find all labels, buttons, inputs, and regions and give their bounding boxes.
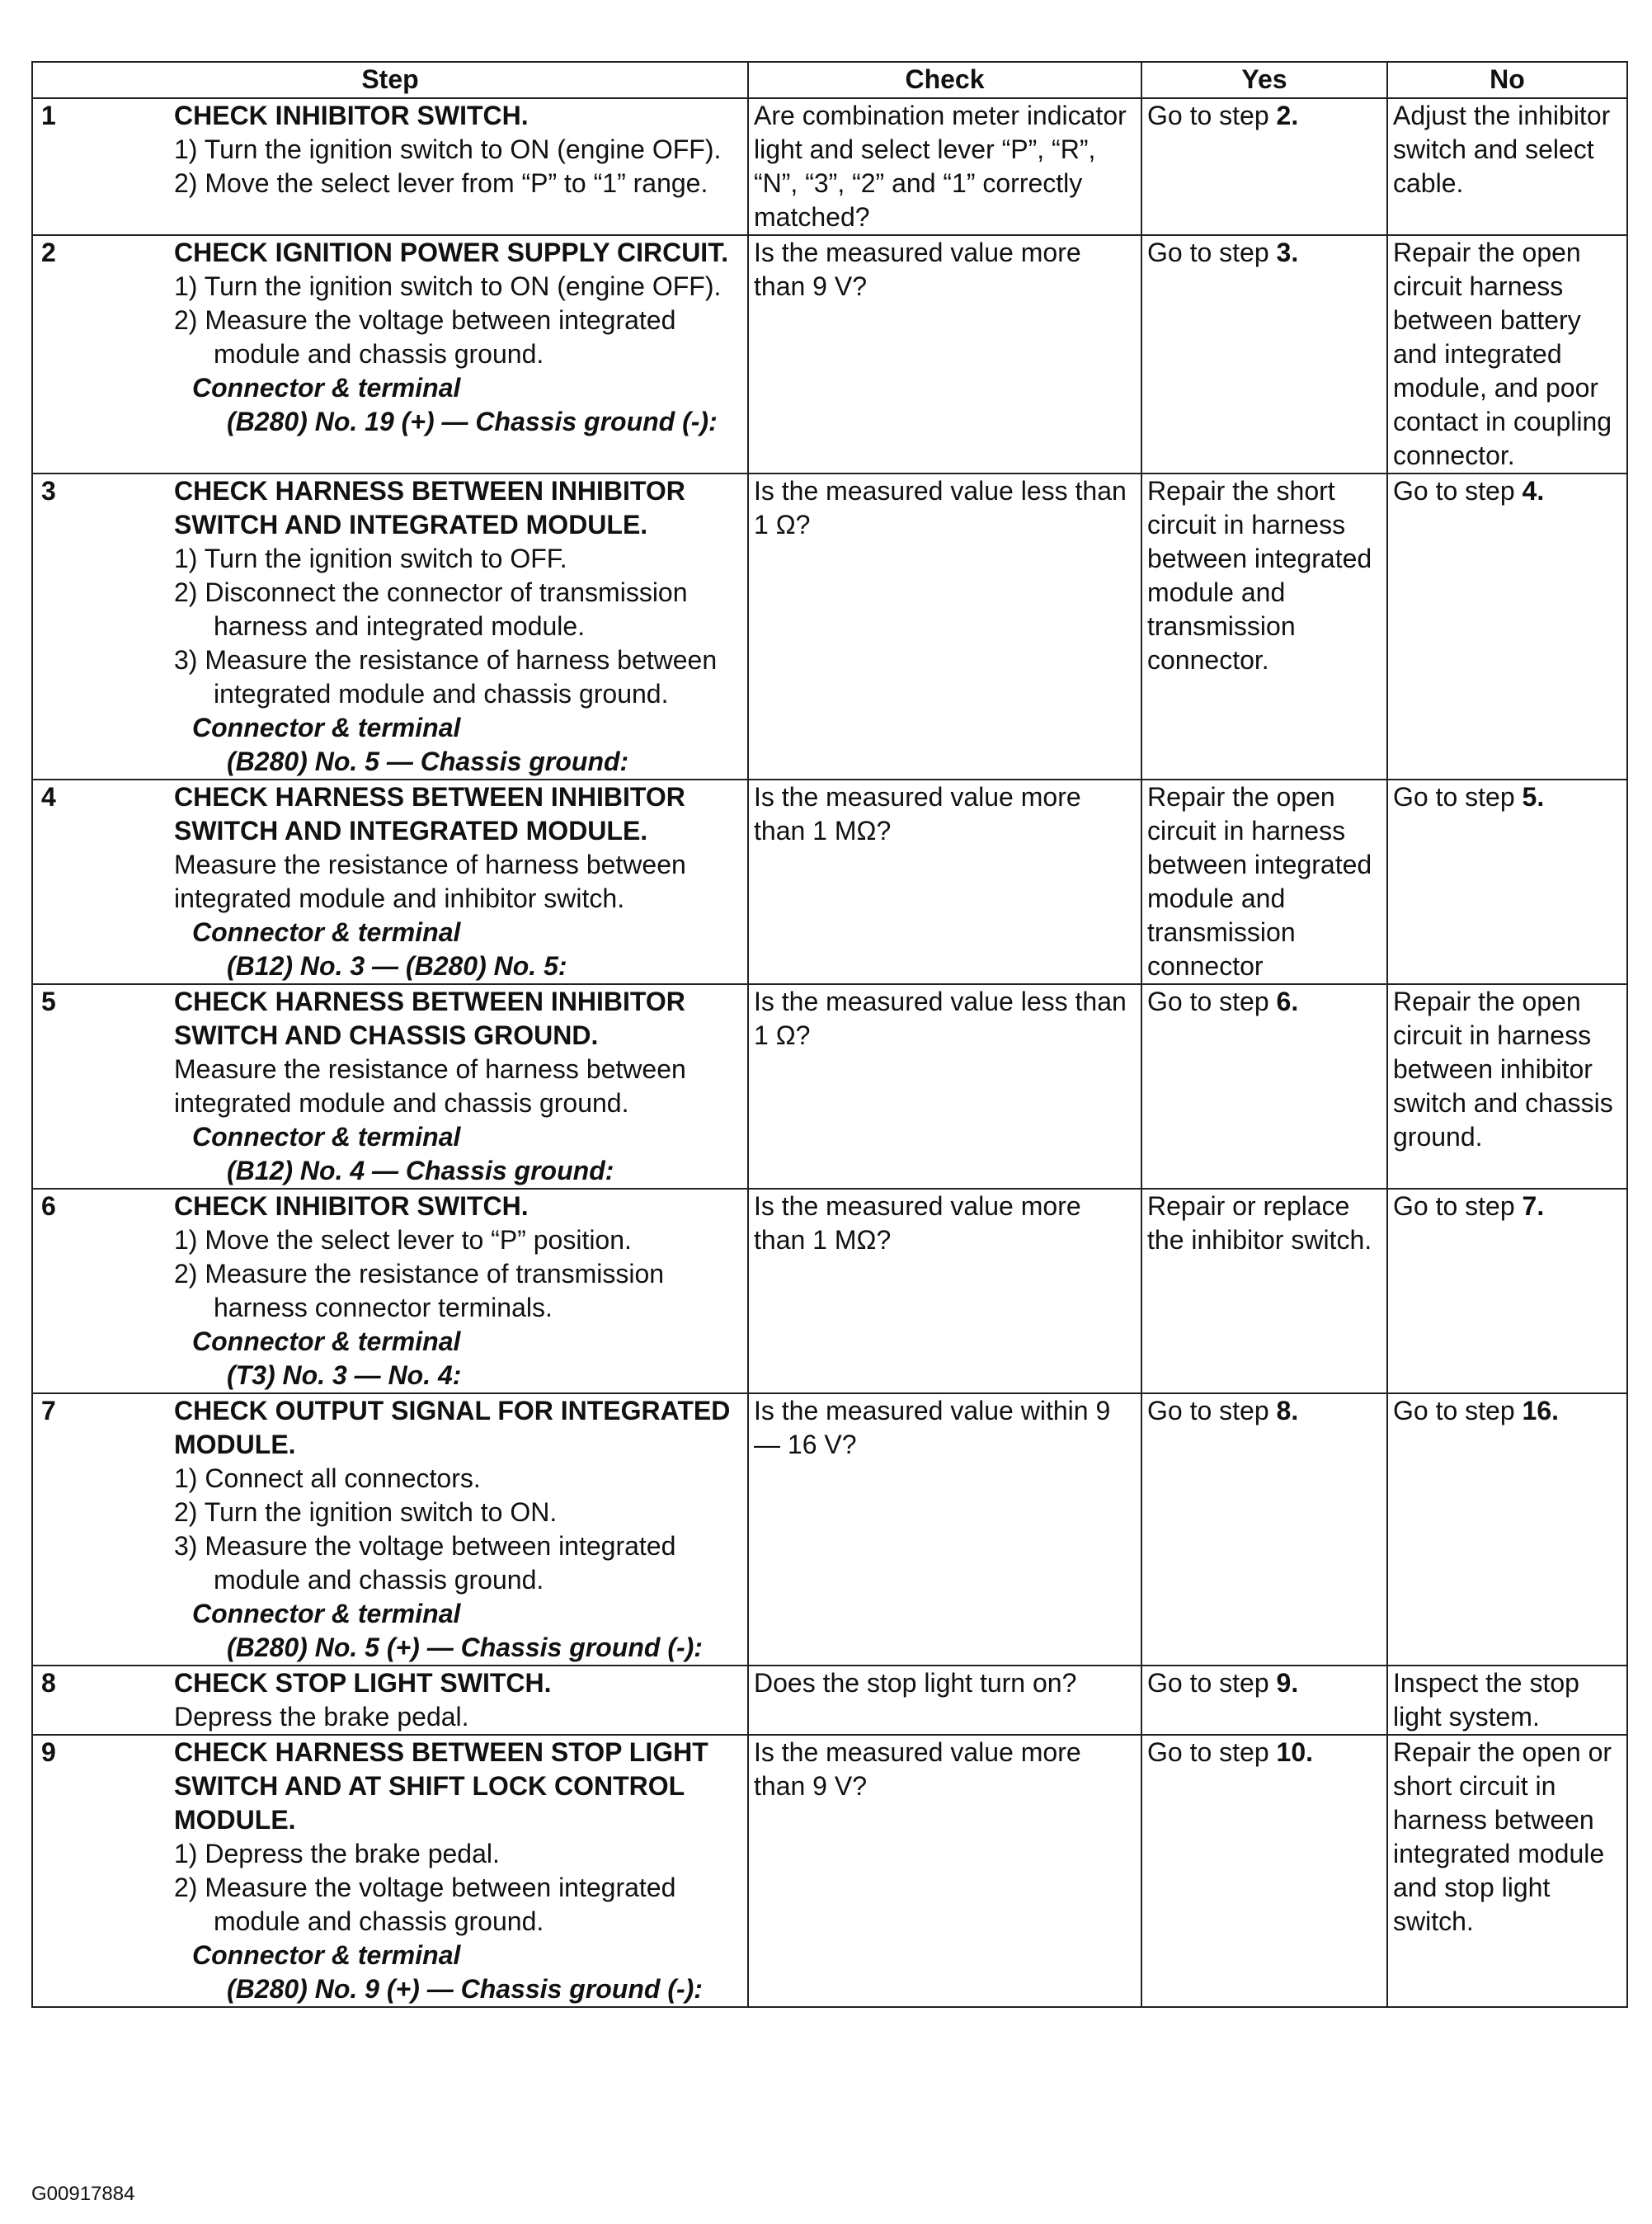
step-item-text: Turn the ignition switch to OFF. [204, 544, 567, 573]
step-title: CHECK OUTPUT SIGNAL FOR INTEGRATED MODULE. [174, 1396, 731, 1459]
step-item [174, 167, 742, 200]
yes-text: Repair or replace the inhibitor switch. [1147, 1191, 1372, 1255]
step-title: CHECK HARNESS BETWEEN INHIBITOR SWITCH AND INTEGRATED MODULE. [174, 476, 685, 540]
step-item [174, 1496, 742, 1529]
yes-step-ref: 9. [1276, 1668, 1299, 1698]
table-row [32, 474, 1627, 780]
step-item-number: 1) [174, 271, 198, 301]
yes-cell [1141, 984, 1387, 1189]
step-item-number: 2) [174, 1259, 198, 1289]
no-cell [1387, 1189, 1627, 1393]
check-cell: Are combination meter indicator light and select lever “P”, “R”, “N”, “3”, “2” and “1” correctly matched? [748, 98, 1141, 235]
step-title: CHECK INHIBITOR SWITCH. [174, 1191, 529, 1221]
step-item [174, 1257, 742, 1325]
check-cell: Is the measured value less than 1 Ω? [748, 474, 1141, 780]
step-item-text: Measure the voltage between integrated module and chassis ground. [205, 305, 676, 369]
table-row [32, 780, 1627, 984]
no-text: Repair the open or short circuit in harness between integrated module and stop light switch. [1393, 1737, 1612, 1936]
step-cell [32, 235, 748, 474]
step-title: CHECK HARNESS BETWEEN INHIBITOR SWITCH AND INTEGRATED MODULE. [174, 782, 685, 846]
check-cell: Does the stop light turn on? [748, 1666, 1141, 1735]
connector-label: Connector & terminal [192, 1326, 461, 1356]
yes-cell [1141, 1393, 1387, 1666]
figure-id: G00917884 [31, 2183, 135, 2205]
step-number: 6 [41, 1191, 56, 1221]
step-item-number: 3) [174, 1531, 198, 1561]
step-item-text: Measure the voltage between integrated module and chassis ground. [205, 1873, 676, 1936]
step-number: 1 [41, 101, 56, 130]
yes-cell [1141, 1189, 1387, 1393]
step-instruction: Depress the brake pedal. [174, 1702, 469, 1732]
step-item-text: Turn the ignition switch to ON (engine OFF). [204, 134, 722, 164]
step-item-text: Measure the voltage between integrated module and chassis ground. [205, 1531, 676, 1595]
step-item-text: Move the select lever from “P” to “1” range. [205, 168, 708, 198]
step-content [38, 1666, 742, 1734]
yes-text: Repair the short circuit in harness between integrated module and transmission connector. [1147, 476, 1372, 675]
yes-text: Repair the open circuit in harness between integrated module and transmission connector [1147, 782, 1372, 981]
table-row [32, 98, 1627, 235]
step-item [174, 643, 742, 711]
step-item [174, 1223, 742, 1257]
header-yes: Yes [1141, 62, 1387, 98]
step-item-number: 1) [174, 1225, 198, 1255]
yes-cell [1141, 1735, 1387, 2007]
step-item [174, 270, 742, 304]
yes-text: Go to step [1147, 987, 1277, 1016]
step-body [174, 780, 742, 983]
step-instruction: Measure the resistance of harness between integrated module and chassis ground. [174, 1054, 686, 1118]
no-step-ref: 4. [1522, 476, 1545, 506]
table-row [32, 1393, 1627, 1666]
yes-step-ref: 8. [1276, 1396, 1299, 1425]
yes-text: Go to step [1147, 101, 1277, 130]
step-item [174, 304, 742, 371]
yes-text: Go to step [1147, 1737, 1277, 1767]
no-text: Repair the open circuit in harness between inhibitor switch and chassis ground. [1393, 987, 1613, 1152]
step-cell [32, 1189, 748, 1393]
no-cell [1387, 474, 1627, 780]
step-item-number: 2) [174, 1497, 198, 1527]
step-item-text: Move the select lever to “P” position. [205, 1225, 632, 1255]
connector-label: Connector & terminal [192, 713, 461, 742]
step-item [174, 1871, 742, 1939]
connector-label: Connector & terminal [192, 1122, 461, 1152]
yes-step-ref: 3. [1276, 238, 1299, 267]
connector-terminal: (B280) No. 9 (+) — Chassis ground (-): [227, 1974, 703, 2004]
table-body [32, 98, 1627, 2007]
step-content [38, 985, 742, 1188]
step-item [174, 1529, 742, 1597]
step-number: 4 [41, 782, 56, 812]
step-number: 5 [41, 987, 56, 1016]
step-item-text: Disconnect the connector of transmission harness and integrated module. [205, 577, 688, 641]
step-body [174, 1190, 742, 1392]
step-body [174, 1394, 742, 1665]
step-title: CHECK HARNESS BETWEEN INHIBITOR SWITCH AND CHASSIS GROUND. [174, 987, 685, 1050]
step-body [174, 1666, 742, 1734]
step-item-text: Measure the resistance of harness between integrated module and chassis ground. [205, 645, 718, 709]
header-row [32, 62, 1627, 98]
connector-terminal: (T3) No. 3 — No. 4: [227, 1360, 462, 1390]
no-step-ref: 5. [1522, 782, 1545, 812]
step-instruction: Measure the resistance of harness between integrated module and inhibitor switch. [174, 850, 686, 913]
no-step-ref: 7. [1522, 1191, 1545, 1221]
step-cell [32, 1666, 748, 1735]
step-content [38, 1190, 742, 1392]
no-cell [1387, 98, 1627, 235]
step-content [38, 1736, 742, 2006]
step-item-number: 2) [174, 577, 198, 607]
step-item-number: 2) [174, 305, 198, 335]
yes-step-ref: 6. [1276, 987, 1299, 1016]
check-cell: Is the measured value more than 1 MΩ? [748, 1189, 1141, 1393]
step-body [174, 474, 742, 779]
yes-cell [1141, 1666, 1387, 1735]
header-check: Check [748, 62, 1141, 98]
no-cell [1387, 780, 1627, 984]
step-content [38, 1394, 742, 1665]
step-item-text: Turn the ignition switch to ON. [204, 1497, 558, 1527]
step-title: CHECK INHIBITOR SWITCH. [174, 101, 529, 130]
step-item-text: Depress the brake pedal. [205, 1839, 500, 1868]
no-text: Go to step [1393, 782, 1523, 812]
step-title: CHECK IGNITION POWER SUPPLY CIRCUIT. [174, 238, 729, 267]
check-cell: Is the measured value less than 1 Ω? [748, 984, 1141, 1189]
yes-cell [1141, 98, 1387, 235]
no-cell [1387, 1735, 1627, 2007]
no-step-ref: 16. [1522, 1396, 1560, 1425]
step-item [174, 133, 742, 167]
step-content [38, 99, 742, 200]
step-number: 8 [41, 1668, 56, 1698]
step-body [174, 985, 742, 1188]
step-body [174, 236, 742, 439]
check-cell: Is the measured value more than 1 MΩ? [748, 780, 1141, 984]
step-content [38, 780, 742, 983]
step-item-number: 2) [174, 1873, 198, 1902]
step-item-number: 1) [174, 1839, 198, 1868]
yes-step-ref: 10. [1276, 1737, 1314, 1767]
step-item-number: 2) [174, 168, 198, 198]
no-cell [1387, 1393, 1627, 1666]
check-cell: Is the measured value more than 9 V? [748, 235, 1141, 474]
step-cell [32, 1735, 748, 2007]
yes-cell [1141, 780, 1387, 984]
step-item-number: 1) [174, 544, 198, 573]
connector-terminal: (B12) No. 4 — Chassis ground: [227, 1156, 614, 1185]
check-cell: Is the measured value more than 9 V? [748, 1735, 1141, 2007]
step-cell [32, 98, 748, 235]
step-item [174, 1837, 742, 1871]
connector-label: Connector & terminal [192, 917, 461, 947]
diagnostic-table [31, 61, 1628, 2008]
step-item-number: 1) [174, 134, 198, 164]
step-item [174, 576, 742, 643]
step-title: CHECK HARNESS BETWEEN STOP LIGHT SWITCH AND AT SHIFT LOCK CONTROL MODULE. [174, 1737, 708, 1835]
no-cell [1387, 984, 1627, 1189]
step-item-number: 1) [174, 1463, 198, 1493]
yes-step-ref: 2. [1276, 101, 1299, 130]
table-row [32, 1735, 1627, 2007]
connector-terminal: (B280) No. 5 (+) — Chassis ground (-): [227, 1633, 703, 1662]
step-item-text: Turn the ignition switch to ON (engine OFF). [204, 271, 722, 301]
yes-cell [1141, 474, 1387, 780]
step-title: CHECK STOP LIGHT SWITCH. [174, 1668, 552, 1698]
step-cell [32, 1393, 748, 1666]
no-text: Adjust the inhibitor switch and select cable. [1393, 101, 1611, 198]
table-row [32, 1666, 1627, 1735]
no-cell [1387, 235, 1627, 474]
yes-text: Go to step [1147, 1396, 1277, 1425]
step-item-text: Measure the resistance of transmission harness connector terminals. [205, 1259, 665, 1322]
step-number: 7 [41, 1396, 56, 1425]
connector-label: Connector & terminal [192, 1599, 461, 1628]
step-body [174, 99, 742, 200]
step-content [38, 474, 742, 779]
step-number: 2 [41, 238, 56, 267]
no-text: Inspect the stop light system. [1393, 1668, 1579, 1732]
table-row [32, 235, 1627, 474]
connector-terminal: (B12) No. 3 — (B280) No. 5: [227, 951, 567, 981]
header-step: Step [32, 62, 748, 98]
step-body [174, 1736, 742, 2006]
step-content [38, 236, 742, 439]
no-text: Go to step [1393, 476, 1523, 506]
connector-terminal: (B280) No. 19 (+) — Chassis ground (-): [227, 407, 718, 436]
step-cell [32, 984, 748, 1189]
table-row [32, 1189, 1627, 1393]
header-no: No [1387, 62, 1627, 98]
step-item [174, 1462, 742, 1496]
no-text: Go to step [1393, 1396, 1523, 1425]
table-row [32, 984, 1627, 1189]
connector-label: Connector & terminal [192, 373, 461, 403]
yes-text: Go to step [1147, 1668, 1277, 1698]
no-text: Go to step [1393, 1191, 1523, 1221]
check-cell: Is the measured value within 9 — 16 V? [748, 1393, 1141, 1666]
connector-label: Connector & terminal [192, 1940, 461, 1970]
step-cell [32, 780, 748, 984]
step-item-text: Connect all connectors. [205, 1463, 481, 1493]
step-number: 9 [41, 1737, 56, 1767]
connector-terminal: (B280) No. 5 — Chassis ground: [227, 747, 629, 776]
yes-text: Go to step [1147, 238, 1277, 267]
step-item-number: 3) [174, 645, 198, 675]
no-cell [1387, 1666, 1627, 1735]
no-text: Repair the open circuit harness between battery and integrated module, and poor contact in coupling connector. [1393, 238, 1612, 470]
step-item [174, 542, 742, 576]
step-cell [32, 474, 748, 780]
yes-cell [1141, 235, 1387, 474]
step-number: 3 [41, 476, 56, 506]
